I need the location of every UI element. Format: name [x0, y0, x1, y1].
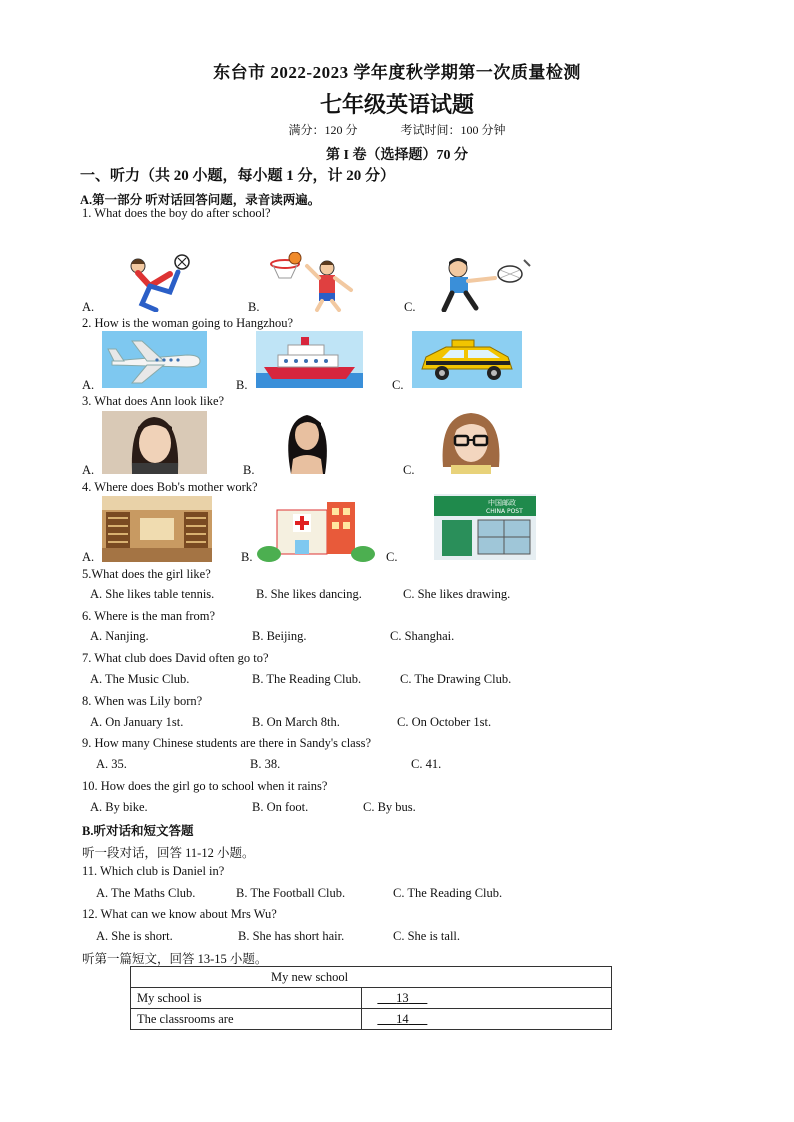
passage-note: 听第一篇短文，回答 13-15 小题。	[82, 952, 268, 966]
q10-option-a: A. By bike.	[90, 800, 148, 814]
q6-option-b: B. Beijing.	[252, 629, 307, 643]
q4-option-c: C.	[386, 550, 398, 564]
table-header-row	[131, 967, 612, 988]
full-marks: 满分：120 分	[288, 123, 358, 137]
table-row	[131, 988, 612, 1009]
question-9: 9. How many Chinese students are there in Sandy's class?	[82, 736, 371, 750]
q3-option-c: C.	[403, 463, 415, 477]
q9-option-b: B. 38.	[250, 757, 281, 771]
table-blank-cell	[362, 988, 612, 1009]
taxi-image	[412, 331, 522, 388]
exam-meta	[0, 121, 794, 138]
q7-option-a: A. The Music Club.	[90, 672, 190, 686]
q2-option-a: A.	[82, 378, 95, 392]
glasses-woman-image	[425, 409, 517, 474]
hospital-image	[257, 496, 375, 562]
q5-option-a: A. She likes table tennis.	[90, 587, 215, 601]
part-a-heading: A.第一部分 听对话回答问题，录音读两遍。	[80, 193, 321, 207]
q5-option-c: C. She likes drawing.	[403, 587, 511, 601]
part-one-heading: 第 I 卷（选择题）70 分	[326, 148, 468, 163]
question-6: 6. Where is the man from?	[82, 609, 216, 623]
q4-option-b: B.	[241, 550, 253, 564]
football-kick-image	[120, 252, 200, 312]
q12-option-a: A. She is short.	[96, 929, 173, 943]
q2-option-c: C.	[392, 378, 404, 392]
q4-option-a: A.	[82, 550, 95, 564]
q12-option-b: B. She has short hair.	[238, 929, 345, 943]
q5-option-b: B. She likes dancing.	[256, 587, 362, 601]
library-image	[102, 496, 212, 562]
school-table	[130, 966, 612, 1030]
q11-option-a: A. The Maths Club.	[96, 886, 196, 900]
q1-option-c: C.	[404, 300, 416, 314]
post-office-sign-en: CHINA POST	[486, 508, 523, 515]
table-row	[131, 1009, 612, 1030]
q9-option-a: A. 35.	[96, 757, 127, 771]
airplane-image	[102, 331, 207, 388]
listening-section-heading: 一、听力（共 20 小题，每小题 1 分，计 20 分）	[80, 168, 396, 184]
q1-option-a: A.	[82, 300, 95, 314]
question-7: 7. What club does David often go to?	[82, 651, 269, 665]
exam-title: 东台市 2022-2023 学年度秋学期第一次质量检测	[213, 63, 581, 82]
q6-option-a: A. Nanjing.	[90, 629, 149, 643]
q10-option-b: B. On foot.	[252, 800, 309, 814]
q6-option-c: C. Shanghai.	[390, 629, 455, 643]
q8-option-a: A. On January 1st.	[90, 715, 184, 729]
table-title: My new school	[131, 967, 612, 988]
q8-option-b: B. On March 8th.	[252, 715, 340, 729]
exam-subtitle: 七年级英语试题	[319, 92, 474, 117]
q1-option-b: B.	[248, 300, 260, 314]
post-office-image	[434, 494, 536, 560]
question-3: 3. What does Ann look like?	[82, 394, 225, 408]
answer-blank-13[interactable]: 13	[396, 990, 409, 1005]
table-row-label: My school is	[131, 988, 362, 1009]
question-12: 12. What can we know about Mrs Wu?	[82, 907, 277, 921]
badminton-image	[440, 256, 535, 312]
q2-option-b: B.	[236, 378, 248, 392]
q8-option-c: C. On October 1st.	[397, 715, 492, 729]
table-row-label: The classrooms are	[131, 1009, 362, 1030]
q7-option-c: C. The Drawing Club.	[400, 672, 512, 686]
long-hair-woman-image	[263, 411, 347, 474]
q3-option-a: A.	[82, 463, 95, 477]
basketball-image	[265, 252, 365, 312]
ship-image	[256, 331, 363, 388]
q12-option-c: C. She is tall.	[393, 929, 461, 943]
q11-option-c: C. The Reading Club.	[393, 886, 503, 900]
post-office-sign-cn: 中国邮政	[488, 499, 516, 507]
question-10: 10. How does the girl go to school when it rains?	[82, 779, 328, 793]
q10-option-c: C. By bus.	[363, 800, 416, 814]
exam-time: 考试时间：100 分钟	[400, 123, 506, 137]
part-b-heading: B.听对话和短文答题	[82, 824, 194, 838]
q7-option-b: B. The Reading Club.	[252, 672, 362, 686]
q11-option-b: B. The Football Club.	[236, 886, 346, 900]
q3-option-b: B.	[243, 463, 255, 477]
question-5: 5.What does the girl like?	[82, 567, 211, 581]
answer-blank-14[interactable]: 14	[396, 1011, 409, 1026]
q9-option-c: C. 41.	[411, 757, 442, 771]
question-4: 4. Where does Bob's mother work?	[82, 480, 258, 494]
table-blank-cell	[362, 1009, 612, 1030]
dialogue-note: 听一段对话，回答 11-12 小题。	[82, 846, 255, 860]
question-11: 11. Which club is Daniel in?	[82, 864, 225, 878]
question-2: 2. How is the woman going to Hangzhou?	[82, 316, 294, 330]
question-1: 1. What does the boy do after school?	[82, 206, 271, 220]
short-hair-woman-image	[102, 411, 207, 474]
question-8: 8. When was Lily born?	[82, 694, 203, 708]
